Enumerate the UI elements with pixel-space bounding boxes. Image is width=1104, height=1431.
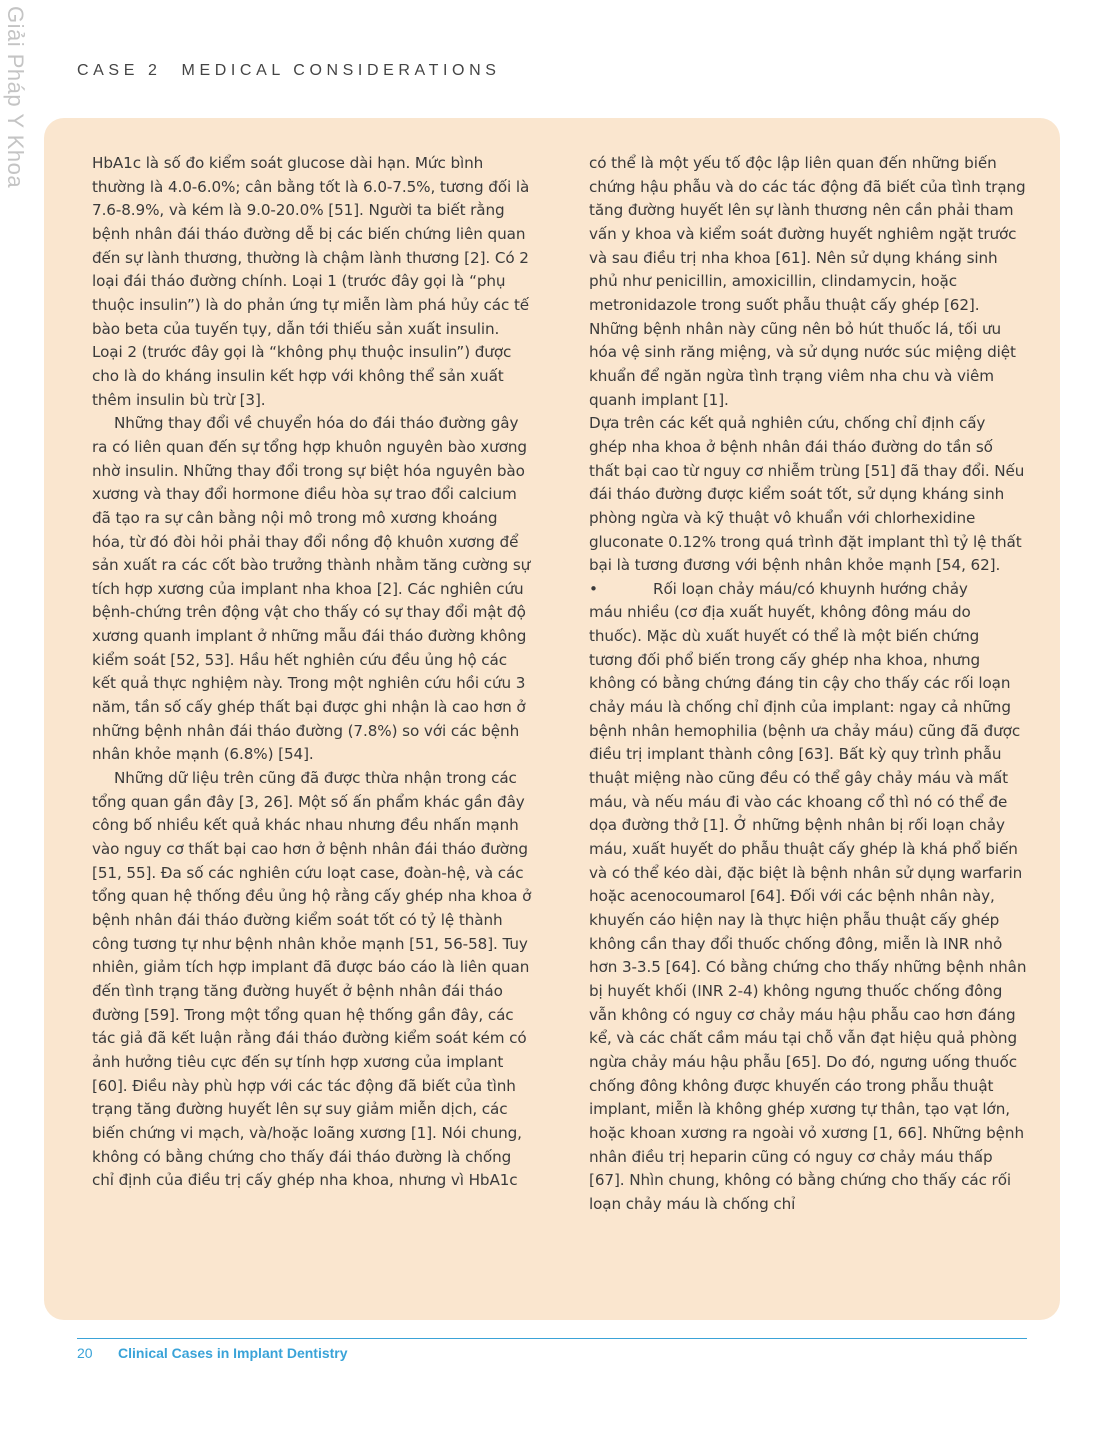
- footer-divider: [77, 1338, 1027, 1339]
- bullet-first-line: Rối loạn chảy máu/có khuynh hướng chảy: [653, 579, 968, 598]
- section-title: MEDICAL CONSIDERATIONS: [181, 62, 501, 79]
- page-footer: [77, 1345, 348, 1361]
- bullet-item-bleeding: [589, 578, 1027, 602]
- right-column: [589, 152, 1027, 1217]
- paragraph-metabolic-changes: Những thay đổi về chuyển hóa do đái tháo đường gây ra có liên quan đến sự tổng hợp khuôn nguyên bào xương nhờ insulin. Những thay đổi trong sự biệt hóa nguyên bào xương và thay đổi hormone điều hòa sự trao đổi calcium đã tạo ra sự cân bằng nội mô trong mô xương khoáng hóa, từ đó đòi hỏi phải thay đổi nồng độ khuôn xương để sản xuất ra các cốt bào trưởng thành nhằm tăng cường sự tích hợp xương của implant nha khoa [2]. Các nghiên cứu bệnh-chứng trên động vật cho thấy có sự thay đổi mật độ xương quanh implant ở những mẫu đái tháo đường không kiểm soát [52, 53]. Hầu hết nghiên cứu đều ủng hộ các kết quả thực nghiệm này. Trong một nghiên cứu hồi cứu 3 năm, tần số cấy ghép thất bại được ghi nhận là cao hơn ở những bệnh nhân đái tháo đường (7.8%) so với các bệnh nhân khỏe mạnh (6.8%) [54].: [92, 414, 531, 764]
- page-number: 20: [77, 1345, 93, 1361]
- case-label: CASE 2: [77, 62, 162, 79]
- paragraph-contraindication: Dựa trên các kết quả nghiên cứu, chống chỉ định cấy ghép nha khoa ở bệnh nhân đái tháo đường do tần số thất bại cao từ nguy cơ nhiễm trùng [51] đã thay đổi. Nếu đái tháo đường được kiểm soát tốt, sử dụng kháng sinh phòng ngừa và kỹ thuật vô khuẩn với chlorhexidine gluconate 0.12% trong quá trình đặt implant thì tỷ lệ thất bại là tương đương với bệnh nhân khỏe mạnh [54, 62].: [589, 414, 1025, 575]
- left-column: [92, 152, 534, 1193]
- watermark-text: Giải Pháp Y Khoa: [3, 6, 28, 189]
- paragraph-hba1c: HbA1c là số đo kiểm soát glucose dài hạn. Mức bình thường là 4.0-6.0%; cân bằng tốt là 6.0-7.5%, tương đối là 7.6-8.9%, và kém là 9.0-20.0% [51]. Người ta biết rằng bệnh nhân đái tháo đường dễ bị các biến chứng liên quan đến sự lành thương, thường là chậm lành thương [2]. Có 2 loại đái tháo đường chính. Loại 1 (trước đây gọi là “phụ thuộc insulin”) là do phản ứng tự miễn làm phá hủy các tế bào beta của tuyến tụy, dẫn tới thiếu sản xuất insulin. Loại 2 (trước đây gọi là “không phụ thuộc insulin”) được cho là do kháng insulin kết hợp với không thể sản xuất thêm insulin bù trừ [3].: [92, 154, 530, 409]
- bullet-icon: •: [589, 579, 598, 598]
- paragraph-reviews: Những dữ liệu trên cũng đã được thừa nhận trong các tổng quan gần đây [3, 26]. Một số ấn phẩm khác gần đây công bố nhiều kết quả khác nhau nhưng đều nhấn mạnh vào nguy cơ thất bại cao hơn ở bệnh nhân đái tháo đường [51, 55]. Đa số các nghiên cứu loạt case, đoàn-hệ, và các tổng quan hệ thống đều ủng hộ rằng cấy ghép nha khoa ở bệnh nhân đái tháo đường kiểm soát tốt có tỷ lệ thành công tương tự như bệnh nhân khỏe mạnh [51, 56-58]. Tuy nhiên, giảm tích hợp implant đã được báo cáo là liên quan đến tình trạng tăng đường huyết ở bệnh nhân đái tháo đường [59]. Trong một tổng quan hệ thống gần đây, các tác giả đã kết luận rằng đái tháo đường kiểm soát kém có ảnh hưởng tiêu cực đến sự tính hợp xương của implant [60]. Điều này phù hợp với các tác động đã biết của tình trạng tăng đường huyết lên sự suy giảm miễn dịch, các biến chứng vi mạch, và/hoặc loãng xương [1]. Nói chung, không có bằng chứng cho thấy đái tháo đường là chống chỉ định của điều trị cấy ghép nha khoa, nhưng vì HbA1c: [92, 769, 532, 1190]
- paragraph-complications: có thể là một yếu tố độc lập liên quan đến những biến chứng hậu phẫu và do các tác động đã biết của tình trạng tăng đường huyết lên sự lành thương nên cần phải tham vấn y khoa và kiểm soát đường huyết nghiêm ngặt trước và sau điều trị nha khoa [61]. Nên sử dụng kháng sinh phủ như penicillin, amoxicillin, clindamycin, hoặc metronidazole trong suốt phẫu thuật cấy ghép [62]. Những bệnh nhân này cũng nên bỏ hút thuốc lá, tối ưu hóa vệ sinh răng miệng, và sử dụng nước súc miệng diệt khuẩn để ngăn ngừa tình trạng viêm nha chu và viêm quanh implant [1].: [589, 154, 1026, 409]
- paragraph-bleeding-disorders: máu nhiều (cơ địa xuất huyết, không đông máu do thuốc). Mặc dù xuất huyết có thể là một biến chứng tương đối phổ biến trong cấy ghép nha khoa, nhưng không có bằng chứng đáng tin cậy cho thấy các rối loạn chảy máu là chống chỉ định của implant: ngay cả những bệnh nhân hemophilia (bệnh ưa chảy máu) cũng đã được điều trị implant thành công [63]. Bất kỳ quy trình phẫu thuật miệng nào cũng đều có thể gây chảy máu và mất máu, và nếu máu đi vào các khoang cổ thì nó có thể đe dọa đường thở [1]. Ở những bệnh nhân bị rối loạn chảy máu, xuất huyết do phẫu thuật cấy ghép là khá phổ biến và có thể kéo dài, đặc biệt là bệnh nhân sử dụng warfarin hoặc acenocoumarol [64]. Đối với các bệnh nhân này, khuyến cáo hiện nay là thực hiện phẫu thuật cấy ghép không cần thay đổi thuốc chống đông, miễn là INR nhỏ hơn 3-3.5 [64]. Có bằng chứng cho thấy những bệnh nhân bị huyết khối (INR 2-4) không ngưng thuốc chống đông vẫn không có nguy cơ chảy máu hậu phẫu cao hơn đáng kể, và các chất cầm máu tại chỗ vẫn đạt hiệu quả phòng ngừa chảy máu hậu phẫu [65]. Do đó, ngưng uống thuốc chống đông không được khuyến cáo trong phẫu thuật implant, miễn là không ghép xương tự thân, tạo vạt lớn, hoặc khoan xương ra ngoài vỏ xương [1, 66]. Những bệnh nhân điều trị heparin cũng có nguy cơ chảy máu thấp [67]. Nhìn chung, không có bằng chứng cho thấy các rối loạn chảy máu là chống chỉ: [589, 603, 1027, 1213]
- book-title: Clinical Cases in Implant Dentistry: [118, 1345, 348, 1361]
- running-header: [77, 62, 501, 80]
